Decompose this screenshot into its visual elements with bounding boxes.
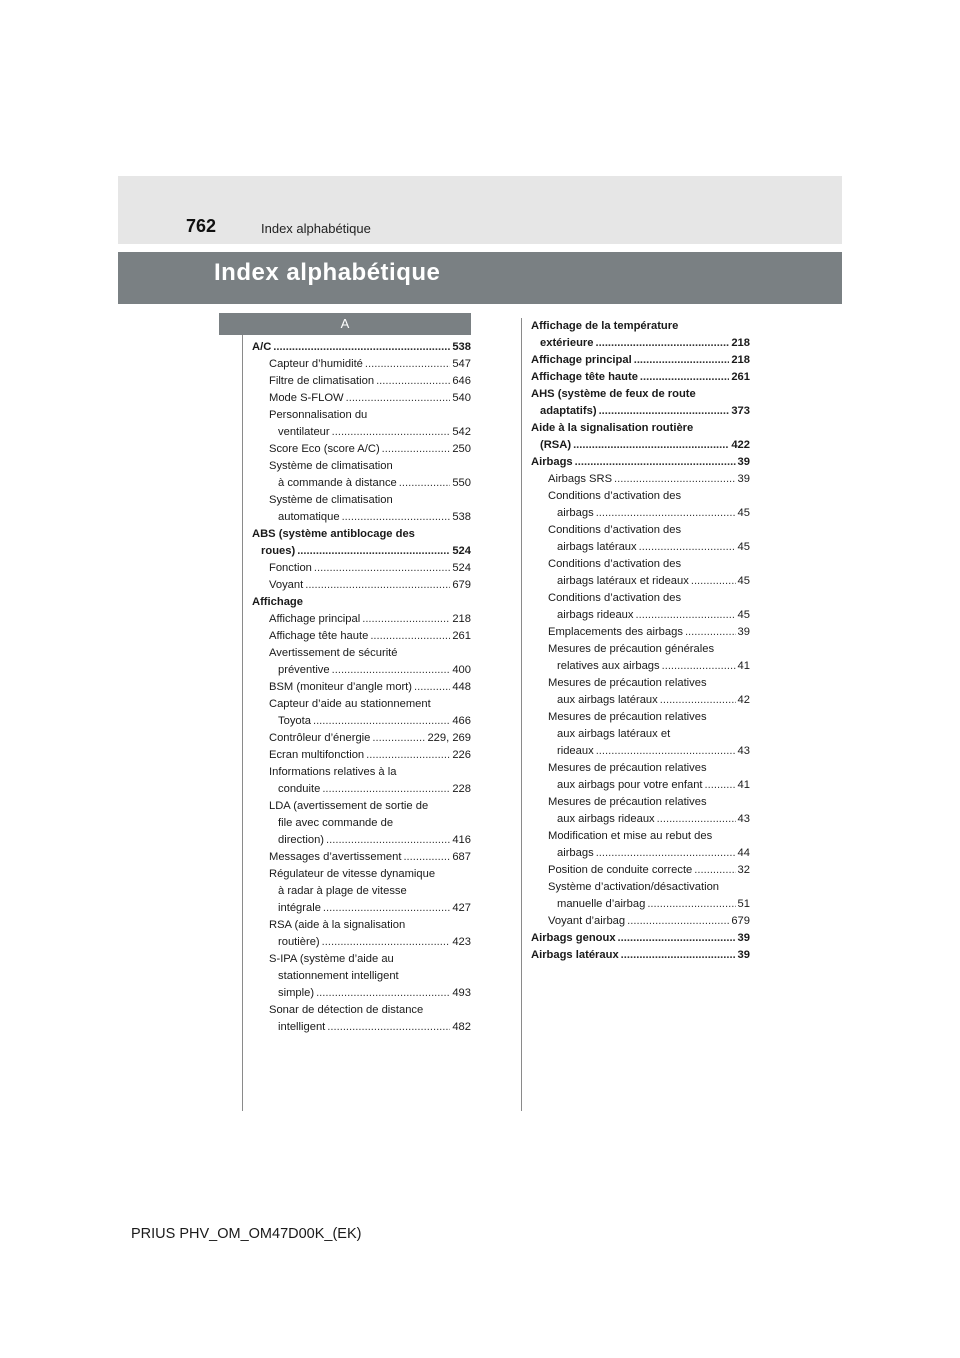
index-entry-page: 226 (452, 749, 471, 761)
index-entry (252, 373, 471, 390)
index-entry-page: 679 (452, 579, 471, 591)
index-entry-text: airbags (557, 847, 594, 859)
leader-dots (365, 356, 450, 373)
leader-dots (685, 624, 736, 641)
index-entry-page: 547 (452, 358, 471, 370)
leader-dots (573, 437, 729, 454)
leader-dots (596, 335, 730, 352)
index-entry-text: Personnalisation du (269, 409, 368, 421)
index-entry (252, 356, 471, 373)
index-entry (252, 764, 471, 798)
index-entry-page: 42 (737, 694, 750, 706)
index-entry-page: 538 (452, 511, 471, 523)
index-entry-page: 41 (737, 779, 750, 791)
index-entry (531, 641, 750, 675)
leader-dots (596, 505, 736, 522)
index-entry-text: intelligent (278, 1021, 326, 1033)
index-entry (531, 471, 750, 488)
index-entry (252, 866, 471, 917)
index-entry (531, 420, 750, 454)
index-entry-page: 400 (452, 664, 471, 676)
index-entry-text: à radar à plage de vitesse (278, 885, 407, 897)
index-entry-text: Mesures de précaution relatives (548, 762, 707, 774)
index-entry-text: ventilateur (278, 426, 330, 438)
index-entry-page: 524 (452, 545, 471, 557)
leader-dots (403, 849, 450, 866)
index-entry-text: Conditions d’activation des (548, 490, 682, 502)
index-entry (252, 458, 471, 492)
index-entry (531, 318, 750, 352)
index-entry (252, 611, 471, 628)
leader-dots (614, 471, 736, 488)
index-entry-text: stationnement intelligent (278, 970, 399, 982)
index-entry-text: conduite (278, 783, 321, 795)
index-entry (531, 454, 750, 471)
index-entry-text: Aide à la signalisation routière (531, 422, 694, 434)
index-entry-text: (RSA) (540, 439, 572, 451)
index-entry (531, 760, 750, 794)
leader-dots (596, 845, 736, 862)
index-entry (531, 709, 750, 760)
index-entry-text: manuelle d’airbag (557, 898, 646, 910)
leader-dots (414, 679, 450, 696)
running-header: Index alphabétique (261, 221, 371, 236)
index-entry-text: LDA (avertissement de sortie de (269, 800, 429, 812)
index-entry-text: Contrôleur d’énergie (269, 732, 371, 744)
index-entry-text: simple) (278, 987, 315, 999)
leader-dots (399, 475, 451, 492)
index-entry-text: Emplacements des airbags (548, 626, 683, 638)
index-entry (531, 522, 750, 556)
header-band (118, 176, 842, 244)
index-entry (252, 577, 471, 594)
index-entry-page: 427 (452, 902, 471, 914)
index-entry-text: airbags (557, 507, 594, 519)
section-letter-bar: A (219, 313, 471, 335)
index-entry (531, 828, 750, 862)
index-entry-page: 416 (452, 834, 471, 846)
index-entry-page: 448 (452, 681, 471, 693)
index-entry-page: 550 (452, 477, 471, 489)
index-entry (252, 441, 471, 458)
leader-dots (366, 747, 450, 764)
index-entry-text: extérieure (540, 337, 594, 349)
index-entry-text: Affichage principal (531, 354, 632, 366)
index-entry-text: Modification et mise au rebut des (548, 830, 713, 842)
index-entry-text: Voyant (269, 579, 304, 591)
index-entry-text: rideaux (557, 745, 594, 757)
index-entry (252, 951, 471, 1002)
leader-dots (657, 811, 736, 828)
index-entry-text: Système de climatisation (269, 494, 393, 506)
index-entry (252, 390, 471, 407)
index-entry (252, 560, 471, 577)
leader-dots (372, 730, 425, 747)
index-entry-page: 482 (452, 1021, 471, 1033)
index-entry-page: 45 (737, 507, 750, 519)
middle-rule (521, 318, 522, 1111)
index-entry-text: A/C (252, 341, 272, 353)
index-entry-page: 687 (452, 851, 471, 863)
index-column-right (531, 318, 750, 964)
index-entry (252, 696, 471, 730)
leader-dots (346, 390, 451, 407)
index-entry (531, 590, 750, 624)
index-entry (531, 352, 750, 369)
leader-dots (322, 781, 450, 798)
index-entry (531, 930, 750, 947)
index-entry-text: AHS (système de feux de route (531, 388, 696, 400)
leader-dots (305, 577, 450, 594)
leader-dots (694, 862, 735, 879)
index-entry (252, 407, 471, 441)
index-entry (531, 624, 750, 641)
index-entry-page: 39 (737, 932, 750, 944)
index-entry (252, 628, 471, 645)
index-entry-text: Toyota (278, 715, 311, 727)
index-entry (252, 747, 471, 764)
index-entry-page: 261 (452, 630, 471, 642)
index-entry-page: 218 (731, 337, 750, 349)
index-entry-page: 218 (452, 613, 471, 625)
leader-dots (660, 692, 736, 709)
index-entry-text: Informations relatives à la (269, 766, 397, 778)
leader-dots (691, 573, 736, 590)
index-entry-page: 524 (452, 562, 471, 574)
index-entry-text: Affichage de la température (531, 320, 679, 332)
page-title: Index alphabétique (214, 259, 441, 286)
index-entry-page: 39 (737, 456, 750, 468)
index-entry-page: 45 (737, 541, 750, 553)
index-entry-page: 45 (737, 609, 750, 621)
index-entry-text: Conditions d’activation des (548, 558, 682, 570)
index-entry-text: aux airbags rideaux (557, 813, 655, 825)
index-entry-page: 679 (731, 915, 750, 927)
index-entry-page: 229, 269 (427, 732, 471, 744)
index-entry-text: Avertissement de sécurité (269, 647, 398, 659)
index-entry-text: intégrale (278, 902, 321, 914)
left-rule (242, 335, 243, 1111)
index-entry-text: Affichage tête haute (269, 630, 369, 642)
index-entry-page: 44 (737, 847, 750, 859)
index-entry-text: Mesures de précaution générales (548, 643, 715, 655)
index-entry (252, 849, 471, 866)
index-entry-page: 646 (452, 375, 471, 387)
index-entry-text: préventive (278, 664, 330, 676)
leader-dots (705, 777, 736, 794)
index-entry-text: Affichage (252, 596, 303, 608)
index-entry-text: S-IPA (système d’aide au (269, 953, 394, 965)
index-entry (531, 794, 750, 828)
leader-dots (634, 352, 730, 369)
leader-dots (376, 373, 450, 390)
index-entry-text: à commande à distance (278, 477, 397, 489)
index-entry (252, 679, 471, 696)
index-entry-page: 228 (452, 783, 471, 795)
index-entry-text: routière) (278, 936, 320, 948)
index-entry-text: Conditions d’activation des (548, 592, 682, 604)
index-entry-text: Affichage tête haute (531, 371, 638, 383)
index-entry (531, 913, 750, 930)
index-entry (252, 645, 471, 679)
index-entry (531, 862, 750, 879)
index-entry-page: 261 (731, 371, 750, 383)
leader-dots (273, 339, 450, 356)
index-entry (531, 386, 750, 420)
leader-dots (382, 441, 451, 458)
index-entry-text: Capteur d’aide au stationnement (269, 698, 431, 710)
leader-dots (662, 658, 736, 675)
leader-dots (332, 424, 451, 441)
index-entry-text: Voyant d’airbag (548, 915, 626, 927)
index-entry-page: 540 (452, 392, 471, 404)
index-entry-page: 538 (452, 341, 471, 353)
index-entry-text: airbags latéraux et rideaux (557, 575, 689, 587)
leader-dots (639, 539, 736, 556)
index-entry-text: Système d’activation/désactivation (548, 881, 720, 893)
index-entry (252, 526, 471, 560)
leader-dots (342, 509, 451, 526)
index-entry-text: airbags rideaux (557, 609, 634, 621)
index-entry-text: Airbags latéraux (531, 949, 619, 961)
leader-dots (322, 934, 451, 951)
index-entry-page: 250 (452, 443, 471, 455)
index-entry (252, 917, 471, 951)
index-entry-text: file avec commande de (278, 817, 394, 829)
leader-dots (627, 913, 729, 930)
index-entry-text: Mesures de précaution relatives (548, 796, 707, 808)
index-entry-text: Mesures de précaution relatives (548, 677, 707, 689)
index-entry-text: BSM (moniteur d’angle mort) (269, 681, 413, 693)
page-number: 762 (186, 216, 217, 236)
index-entry-text: Capteur d’humidité (269, 358, 363, 370)
index-entry (531, 947, 750, 964)
leader-dots (636, 607, 736, 624)
index-entry-text: Sonar de détection de distance (269, 1004, 424, 1016)
index-entry (531, 879, 750, 913)
leader-dots (575, 454, 736, 471)
index-entry-text: aux airbags latéraux et (557, 728, 671, 740)
index-entry-text: Mode S-FLOW (269, 392, 344, 404)
leader-dots (327, 1019, 450, 1036)
index-entry-text: Messages d’avertissement (269, 851, 402, 863)
index-entry-text: ABS (système antiblocage des (252, 528, 415, 540)
index-entry-page: 422 (731, 439, 750, 451)
index-entry-text: Airbags SRS (548, 473, 613, 485)
leader-dots (326, 832, 450, 849)
leader-dots (599, 403, 730, 420)
index-entry-page: 423 (452, 936, 471, 948)
index-entry-text: Filtre de climatisation (269, 375, 375, 387)
index-entry-text: roues) (261, 545, 296, 557)
leader-dots (332, 662, 451, 679)
index-entry-page: 39 (737, 626, 750, 638)
index-entry-page: 39 (737, 949, 750, 961)
leader-dots (323, 900, 450, 917)
index-column-left (252, 339, 471, 1036)
index-entry-page: 51 (737, 898, 750, 910)
index-entry-text: adaptatifs) (540, 405, 597, 417)
index-entry-page: 466 (452, 715, 471, 727)
index-entry-page: 373 (731, 405, 750, 417)
index-entry-page: 41 (737, 660, 750, 672)
index-entry-text: airbags latéraux (557, 541, 637, 553)
index-entry (252, 798, 471, 849)
index-entry-text: Système de climatisation (269, 460, 393, 472)
index-entry-page: 43 (737, 813, 750, 825)
index-entry-page: 45 (737, 575, 750, 587)
index-entry (252, 594, 471, 611)
index-entry-text: aux airbags pour votre enfant (557, 779, 703, 791)
index-entry-page: 493 (452, 987, 471, 999)
index-entry-text: Position de conduite correcte (548, 864, 693, 876)
index-entry-text: relatives aux airbags (557, 660, 660, 672)
index-entry (252, 730, 471, 747)
leader-dots (362, 611, 450, 628)
index-entry-text: aux airbags latéraux (557, 694, 658, 706)
index-entry-text: Airbags (531, 456, 573, 468)
index-entry-text: Affichage principal (269, 613, 361, 625)
leader-dots (596, 743, 736, 760)
index-entry-text: Ecran multifonction (269, 749, 365, 761)
footer-model-code: PRIUS PHV_OM_OM47D00K_(EK) (131, 1226, 362, 1242)
leader-dots (618, 930, 736, 947)
index-entry-page: 39 (737, 473, 750, 485)
leader-dots (316, 985, 450, 1002)
index-entry-text: Régulateur de vitesse dynamique (269, 868, 436, 880)
index-entry-page: 43 (737, 745, 750, 757)
index-entry (531, 556, 750, 590)
leader-dots (647, 896, 735, 913)
index-entry (252, 1002, 471, 1036)
index-entry (531, 675, 750, 709)
leader-dots (314, 560, 450, 577)
leader-dots (621, 947, 736, 964)
index-entry (531, 488, 750, 522)
index-entry (252, 339, 471, 356)
index-entry-page: 542 (452, 426, 471, 438)
index-entry-page: 218 (731, 354, 750, 366)
index-entry (252, 492, 471, 526)
index-entry-text: Fonction (269, 562, 312, 574)
index-entry-text: automatique (278, 511, 340, 523)
leader-dots (370, 628, 450, 645)
leader-dots (313, 713, 450, 730)
index-entry-text: Airbags genoux (531, 932, 616, 944)
index-entry-text: Mesures de précaution relatives (548, 711, 707, 723)
index-entry (531, 369, 750, 386)
index-entry-text: Conditions d’activation des (548, 524, 682, 536)
index-entry-text: RSA (aide à la signalisation (269, 919, 406, 931)
leader-dots (640, 369, 729, 386)
index-entry-text: direction) (278, 834, 325, 846)
index-entry-text: Score Eco (score A/C) (269, 443, 380, 455)
leader-dots (297, 543, 450, 560)
index-entry-page: 32 (737, 864, 750, 876)
